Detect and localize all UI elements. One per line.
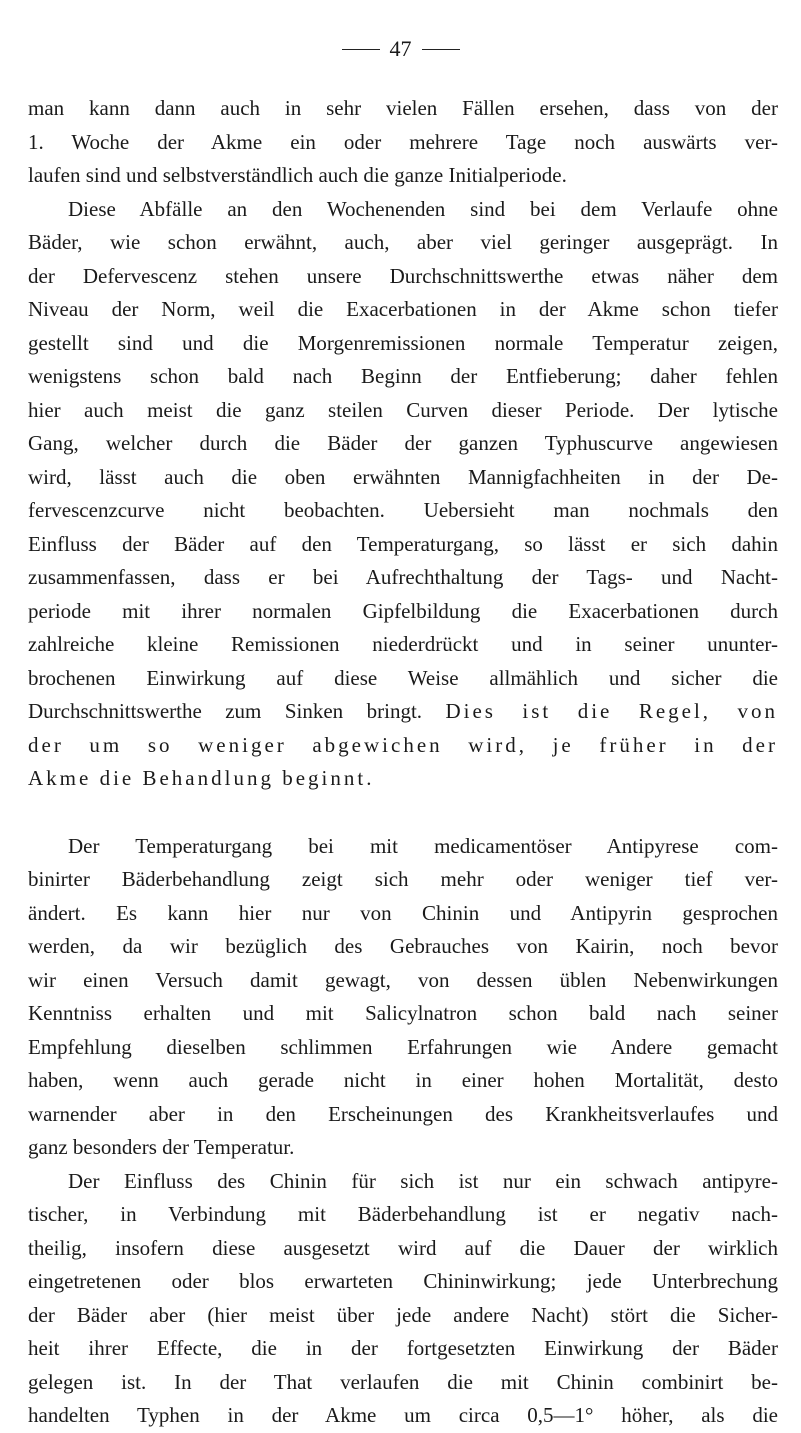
text-line: wird, lässt auch die oben erwähnten Mannigfachheiten in der De- — [28, 464, 778, 489]
text-line: gelegen ist. In der That verlaufen die mit Chinin combinirt be- — [28, 1369, 778, 1394]
text-line: Bäder, wie schon erwähnt, auch, aber viel geringer ausgeprägt. In — [28, 230, 778, 254]
text-line: laufen sind und selbstverständlich auch die ganze Initialperiode. — [28, 163, 567, 187]
text-line: wir einen Versuch damit gewagt, von dessen üblen Nebenwirkungen — [28, 967, 778, 992]
emphasis-line: der um so weniger abgewichen wird, je früher in der — [28, 732, 778, 757]
text-line: binirter Bäderbehandlung zeigt sich mehr oder weniger tief ver- — [28, 867, 778, 891]
text-line: werden, da wir bezüglich des Gebrauches von Kairin, noch bevor — [28, 934, 778, 958]
page-number: 47 — [389, 36, 412, 61]
text-line: heit ihrer Effecte, die in der fortgesetzten Einwirkung der Bäder — [28, 1336, 778, 1360]
header-rule-right — [422, 49, 460, 50]
text-fragment: Durchschnittswerthe zum Sinken bringt. — [28, 699, 423, 723]
text-line: haben, wenn auch gerade nicht in einer hohen Mortalität, desto — [28, 1068, 778, 1092]
text-line: 1. Woche der Akme ein oder mehrere Tage noch auswärts ver- — [28, 129, 778, 154]
text-line: zahlreiche kleine Remissionen niederdrückt und in seiner ununter- — [28, 632, 778, 656]
text-line: der Defervescenz stehen unsere Durchschnittswerthe etwas näher dem — [28, 263, 778, 288]
text-line: eingetretenen oder blos erwarteten Chininwirkung; jede Unterbrechung — [28, 1269, 778, 1293]
text-line: Diese Abfälle an den Wochenenden sind bei dem Verlaufe ohne — [68, 196, 778, 221]
text-line: Empfehlung dieselben schlimmen Erfahrungen wie Andere gemacht — [28, 1034, 778, 1059]
text-line: gestellt sind und die Morgenremissionen normale Temperatur zeigen, — [28, 330, 778, 355]
text-line: wenigstens schon bald nach Beginn der Entfieberung; daher fehlen — [28, 364, 778, 388]
text-line: hier auch meist die ganz steilen Curven dieser Periode. Der lytische — [28, 397, 778, 422]
text-line: handelten Typhen in der Akme um circa 0,5—1° höher, als die — [28, 1403, 778, 1427]
paragraph-gap — [28, 796, 778, 830]
text-line: man kann dann auch in sehr vielen Fällen ersehen, dass von der — [28, 96, 778, 120]
emphasis-text: Dies ist die Regel, von — [445, 699, 778, 723]
text-line: ganz besonders der Temperatur. — [28, 1135, 295, 1159]
text-line: der Bäder aber (hier meist über jede andere Nacht) stört die Sicher- — [28, 1302, 778, 1327]
text-line: brochenen Einwirkung auf diese Weise allmählich und sicher die — [28, 665, 778, 690]
text-line: Der Einfluss des Chinin für sich ist nur ein schwach antipyre- — [68, 1168, 778, 1193]
text-line-mixed — [28, 695, 778, 729]
text-line: Niveau der Norm, weil die Exacerbationen in der Akme schon tiefer — [28, 297, 778, 321]
header-rule-left — [342, 49, 380, 50]
text-line: Der Temperaturgang bei mit medicamentöser Antipyrese com- — [68, 833, 778, 858]
text-line: theilig, insofern diese ausgesetzt wird auf die Dauer der wirklich — [28, 1235, 778, 1260]
text-line: Kenntniss erhalten und mit Salicylnatron schon bald nach seiner — [28, 1001, 778, 1025]
text-line: ändert. Es kann hier nur von Chinin und Antipyrin gesprochen — [28, 900, 778, 925]
page-header — [0, 38, 801, 60]
text-line: tischer, in Verbindung mit Bäderbehandlung ist er negativ nach- — [28, 1202, 778, 1226]
text-line: Gang, welcher durch die Bäder der ganzen Typhuscurve angewiesen — [28, 431, 778, 455]
emphasis-line: Akme die Behandlung beginnt. — [28, 766, 375, 790]
text-line: zusammenfassen, dass er bei Aufrechthaltung der Tags- und Nacht- — [28, 565, 778, 589]
text-line: fervescenzcurve nicht beobachten. Uebersieht man nochmals den — [28, 498, 778, 522]
text-line: warnender aber in den Erscheinungen des Krankheitsverlaufes und — [28, 1101, 778, 1126]
body-text — [28, 92, 778, 1433]
text-line: periode mit ihrer normalen Gipfelbildung die Exacerbationen durch — [28, 598, 778, 623]
text-line: Einfluss der Bäder auf den Temperaturgang, so lässt er sich dahin — [28, 531, 778, 556]
